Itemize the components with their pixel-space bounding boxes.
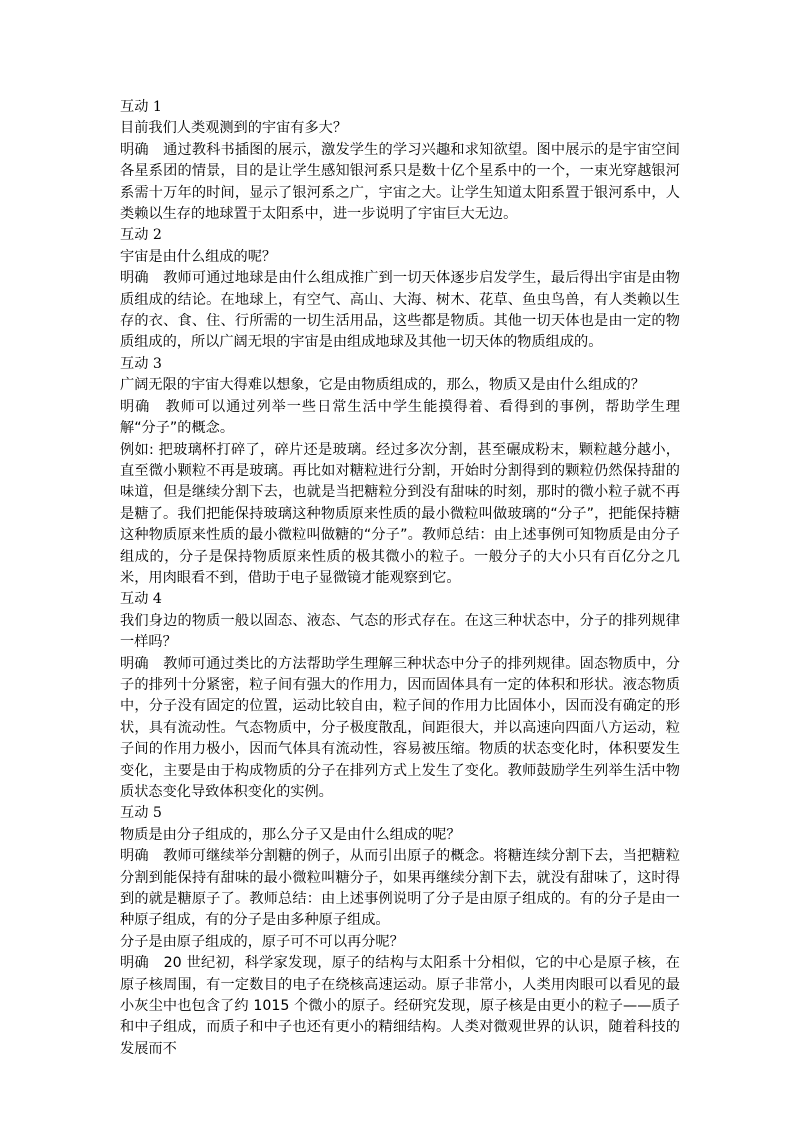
section-3-heading: 互动 3 xyxy=(120,355,162,372)
section-5-answer: 明确 教师可继续举分割糖的例子，从而引出原子的概念。将糖连续分割下去，当把糖粒分割到能保持有甜味的最小微粒叫糖分子，如果再继续分割下去，就没有甜味了，这时得到的就是糖原子了。教师总结：由上述事例说明了分子是由原子组成的。有的分子是由一种原子组成，有的分子是由多种原子组成。 xyxy=(120,848,680,929)
document-page xyxy=(120,97,680,1060)
section-2-heading: 互动 2 xyxy=(120,227,162,244)
section-1-heading: 互动 1 xyxy=(120,99,162,115)
section-5-heading: 互动 5 xyxy=(120,805,162,822)
section-4-question: 我们身边的物质一般以固态、液态、气态的形式存在。在这三种状态中，分子的排列规律一样吗？ xyxy=(120,612,680,651)
section-2-answer: 明确 教师可通过地球是由什么组成推广到一切天体逐步启发学生，最后得出宇宙是由物质组成的结论。在地球上，有空气、高山、大海、树木、花草、鱼虫鸟兽，有人类赖以生存的衣、食、住、行所需的一切生活用品，这些都是物质。其他一切天体也是由一定的物质组成的，所以广阔无垠的宇宙是由组成地球及其他一切天体的物质组成的。 xyxy=(120,270,680,351)
section-5-question: 物质是由分子组成的，那么分子又是由什么组成的呢？ xyxy=(120,826,461,843)
section-3-question: 广阔无限的宇宙大得难以想象，它是由物质组成的，那么，物质又是由什么组成的？ xyxy=(120,377,645,394)
section-5-followup-question: 分子是由原子组成的，原子可不可以再分呢？ xyxy=(120,933,404,950)
section-2-question: 宇宙是由什么组成的呢？ xyxy=(120,248,277,265)
section-3-answer: 明确 教师可以通过列举一些日常生活中学生能摸得着、看得到的事例，帮助学生理解“分子”的概念。 xyxy=(120,398,680,437)
section-1-question: 目前我们人类观测到的宇宙有多大？ xyxy=(120,120,348,137)
section-3-example: 例如: 把玻璃杯打碎了，碎片还是玻璃。经过多次分割，甚至碾成粉末，颗粒越分越小，直至微小颗粒不再是玻璃。再比如对糖粒进行分割，开始时分割得到的颗粒仍然保持甜的味道，但是继续分割下去，也就是当把糖粒分到没有甜味的时刻，那时的微小粒子就不再是糖了。我们把能保持玻璃这种物质原来性质的最小微粒叫做玻璃的“分子”，把能保持糖这种物质原来性质的最小微粒叫做糖的“分子”。教师总结：由上述事例可知物质是由分子组成的，分子是保持物质原来性质的极其微小的粒子。一般分子的大小只有百亿分之几米，用肉眼看不到，借助于电子显微镜才能观察到它。 xyxy=(120,441,680,586)
section-4-heading: 互动 4 xyxy=(120,591,162,608)
section-4-answer: 明确 教师可通过类比的方法帮助学生理解三种状态中分子的排列规律。固态物质中，分子的排列十分紧密，粒子间有强大的作用力，因而固体具有一定的体积和形状。液态物质中，分子没有固定的位置，运动比较自由，粒子间的作用力比固体小，因而没有确定的形状，具有流动性。气态物质中，分子极度散乱，间距很大，并以高速向四面八方运动，粒子间的作用力极小，因而气体具有流动性，容易被压缩。物质的状态变化时，体积要发生变化，主要是由于构成物质的分子在排列方式上发生了变化。教师鼓励学生列举生活中物质状态变化导致体积变化的实例。 xyxy=(120,655,680,800)
section-1-answer: 明确 通过教科书插图的展示，激发学生的学习兴趣和求知欲望。图中展示的是宇宙空间各星系团的情景，目的是让学生感知银河系只是数十亿个星系中的一个，一束光穿越银河系需十万年的时间，显示了银河系之广，宇宙之大。让学生知道太阳系置于银河系中，人类赖以生存的地球置于太阳系中，进一步说明了宇宙巨大无边。 xyxy=(120,141,680,223)
section-5-followup-answer: 明确 20 世纪初，科学家发现，原子的结构与太阳系十分相似，它的中心是原子核，在原子核周围，有一定数目的电子在绕核高速运动。原子非常小，人类用肉眼可以看见的最小灰尘中也包含了约 1015 个微小的原子。经研究发现，原子核是由更小的粒子——质子和中子组成，而质子和中子也还有更小的精细结构。人类对微观世界的认识，随着科技的发展而不 xyxy=(120,955,680,1057)
